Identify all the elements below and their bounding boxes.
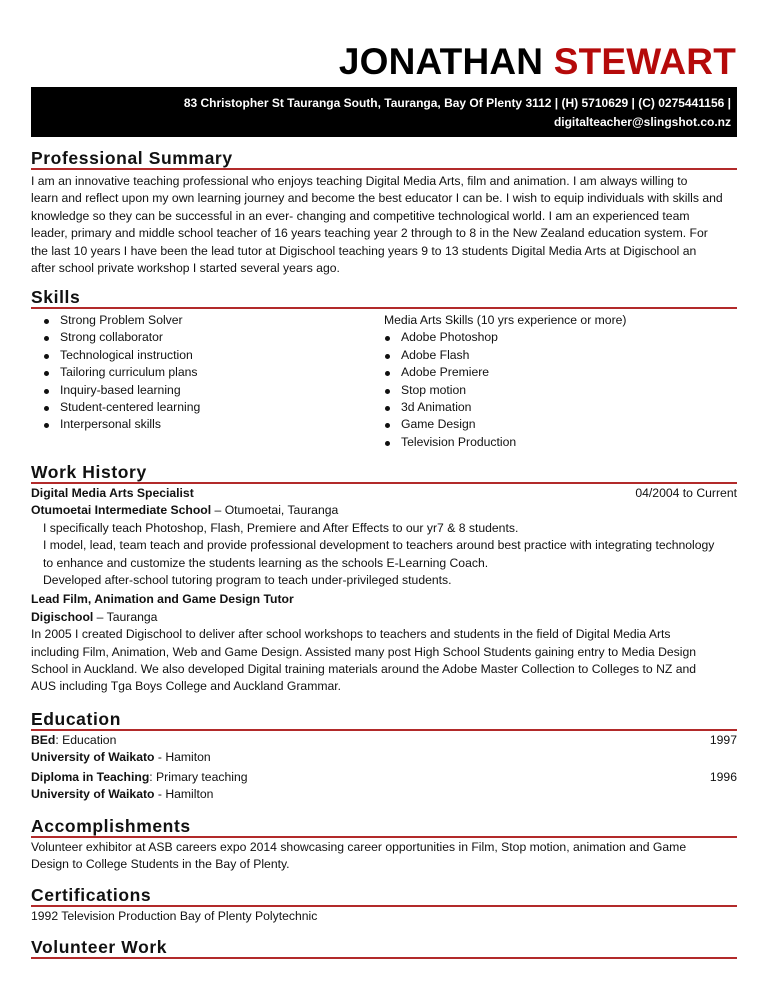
section-title: Professional Summary: [31, 148, 737, 170]
summary-line: I am an innovative teaching professional who enjoys teaching Digital Media Arts, film and animation. I am always willing to: [31, 174, 688, 188]
skill-item: Adobe Photoshop: [372, 329, 737, 346]
skill-item: Stop motion: [372, 382, 737, 399]
job-entry: [31, 591, 737, 695]
certification-line: 1992 Television Production Bay of Plenty Polytechnic: [31, 909, 318, 923]
skill-item: Inquiry-based learning: [31, 382, 384, 399]
contact-address-phones: 83 Christopher St Tauranga South, Tauranga, Bay Of Plenty 3112 | (H) 5710629 | (C) 0275441156 |: [183, 96, 731, 110]
skill-item: Interpersonal skills: [31, 416, 384, 433]
job-detail-line: to enhance and customize the students learning as the schools E-Learning Coach.: [43, 555, 489, 570]
degree: BEd: [31, 733, 56, 747]
job-detail-line: I model, lead, team teach and provide professional development to teachers around best practice with integrating technology: [43, 538, 715, 553]
summary-text: [31, 173, 737, 277]
skill-item: Adobe Flash: [372, 347, 737, 364]
grad-year: 1996: [709, 769, 737, 784]
skill-item: Adobe Premiere: [372, 364, 737, 381]
job-detail-line: In 2005 I created Digischool to deliver after school workshops to teachers and students in the field of Digital Media Arts: [31, 627, 671, 642]
field: : Primary teaching: [149, 769, 248, 784]
candidate-name: [339, 40, 736, 84]
summary-line: after school private workshop I started several years ago.: [31, 261, 340, 276]
job-detail-line: Developed after-school tutoring program to teach under-privileged students.: [43, 573, 452, 588]
job-location: – Tauranga: [93, 609, 158, 624]
last-name: STEWART: [553, 41, 736, 82]
job-detail-line: AUS including Tga Boys College and Auckland Grammar.: [31, 679, 342, 694]
school-city: - Hamiton: [154, 750, 211, 765]
section-education: [31, 709, 737, 804]
job-title: Digital Media Arts Specialist: [31, 486, 194, 500]
school-city: - Hamilton: [154, 787, 214, 802]
media-arts-heading: Media Arts Skills (10 yrs experience or more): [384, 313, 627, 327]
first-name: JONATHAN: [338, 41, 544, 82]
degree: Diploma in Teaching: [31, 769, 150, 784]
skill-item: Strong collaborator: [31, 329, 384, 346]
section-work-history: [31, 462, 737, 696]
section-title: Skills: [31, 287, 737, 309]
school: University of Waikato: [31, 750, 155, 765]
skill-item: Game Design: [372, 416, 737, 433]
summary-line: the last 10 years I have been the lead tutor at Digischool teaching years 9 to 13 students Digital Media Arts at Digischool an: [31, 243, 697, 258]
skill-item: Student-centered learning: [31, 399, 384, 416]
education-entry: [31, 769, 737, 804]
job-detail-line: School in Auckland. We also developed Digital training materials around the Adobe Master Collection to Colleges to NZ and: [31, 662, 697, 677]
section-accomplishments: [31, 816, 737, 874]
school: University of Waikato: [31, 787, 155, 802]
section-title: Accomplishments: [31, 816, 737, 838]
section-professional-summary: [31, 148, 737, 277]
grad-year: 1997: [709, 733, 737, 747]
job-location: – Otumoetai, Tauranga: [211, 503, 339, 518]
skill-item: Technological instruction: [31, 347, 384, 364]
section-title: Certifications: [31, 885, 737, 907]
summary-line: knowledge so they can be successful in an ever- changing and competitive technological world. I am an experienced team: [31, 208, 690, 223]
field: : Education: [55, 733, 117, 747]
job-dates: 04/2004 to Current: [635, 486, 737, 500]
education-entry: [31, 732, 737, 767]
skills-list-general: [31, 312, 384, 451]
contact-email: digitalteacher@slingshot.co.nz: [553, 115, 731, 129]
section-title: Volunteer Work: [31, 937, 737, 959]
accomplishment-line: Volunteer exhibitor at ASB careers expo 2014 showcasing career opportunities in Film, Stop motion, animation and Game: [31, 840, 687, 854]
job-detail-line: I specifically teach Photoshop, Flash, Premiere and After Effects to our yr7 & 8 students.: [43, 520, 519, 535]
skills-list-media-arts: [384, 312, 737, 451]
section-volunteer-work: [31, 937, 737, 959]
summary-line: learn and reflect upon my own learning journey and become the best educator I can be. I wish to equip individuals with skills and: [31, 191, 723, 206]
section-title: Work History: [31, 462, 737, 484]
contact-bar: [31, 87, 737, 137]
job-detail-line: including Film, Animation, Web and Game Design. Assisted many post High School Students gaining entry to Media Design: [31, 644, 697, 659]
section-title: Education: [31, 709, 737, 731]
section-certifications: [31, 885, 737, 925]
job-title: Lead Film, Animation and Game Design Tutor: [31, 592, 294, 607]
employer: Digischool: [31, 609, 94, 624]
skill-item: Strong Problem Solver: [31, 312, 384, 329]
skill-item: Tailoring curriculum plans: [31, 364, 384, 381]
section-skills: [31, 287, 737, 451]
employer: Otumoetai Intermediate School: [31, 503, 212, 518]
skill-item: 3d Animation: [372, 399, 737, 416]
summary-line: leader, primary and middle school teacher of 16 years teaching year 2 through to 8 in the New Zealand education system. For: [31, 226, 708, 241]
skill-item: Television Production: [372, 434, 737, 451]
accomplishment-line: Design to College Students in the Bay of Plenty.: [31, 857, 290, 872]
job-entry: [31, 485, 737, 589]
